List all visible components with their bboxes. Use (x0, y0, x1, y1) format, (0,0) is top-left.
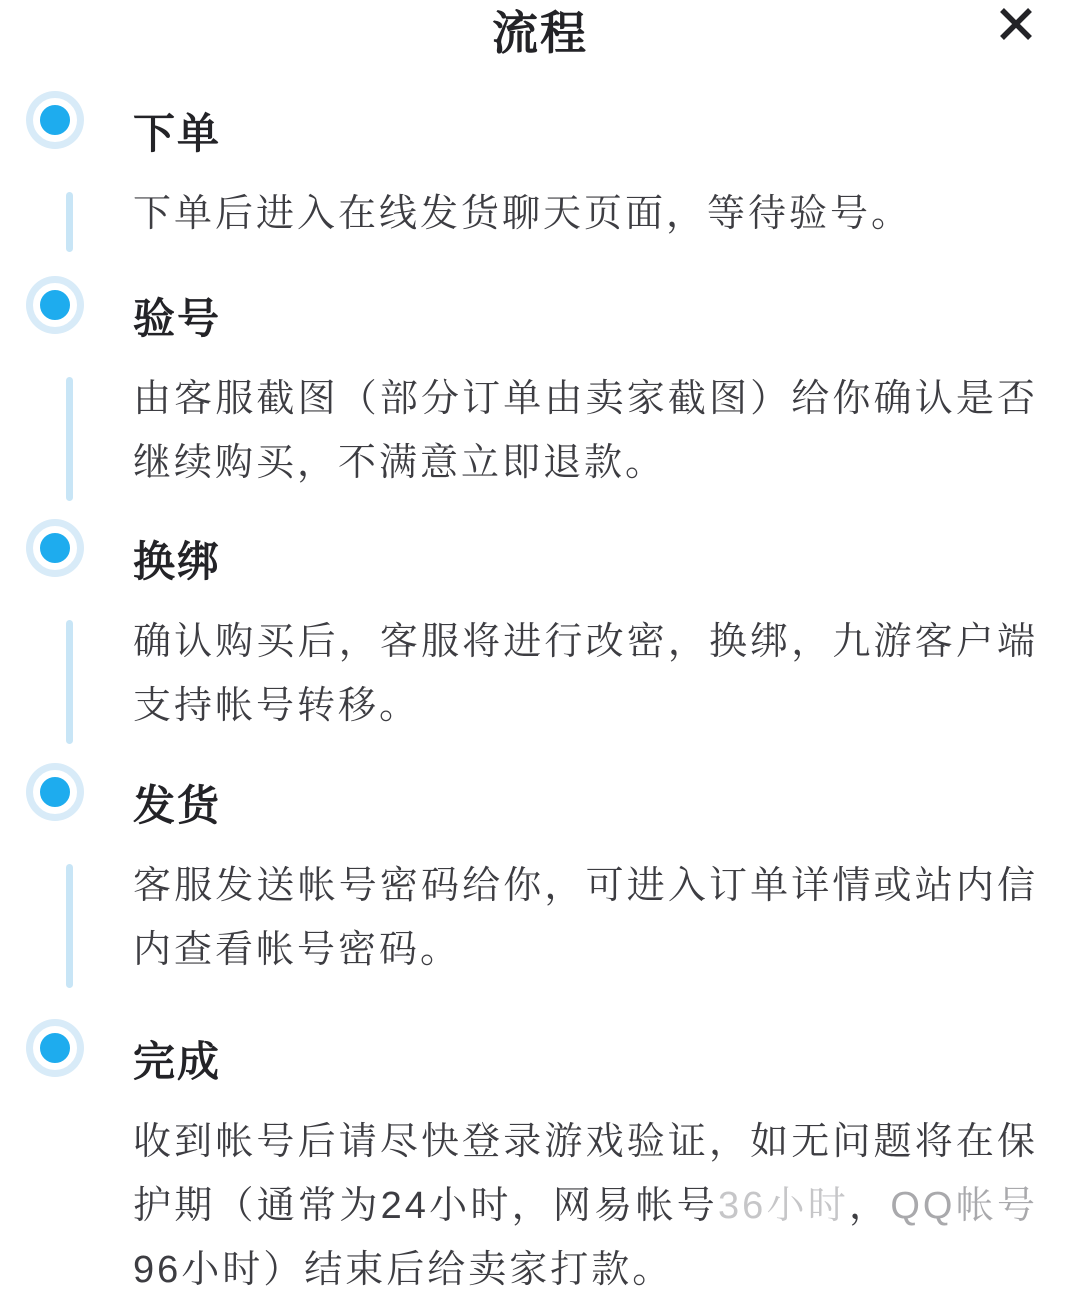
step-description-text: 收到帐号后请尽快登录游戏验证，如无问题将在保护期（通常为24小时，网易帐号 (133, 1121, 1038, 1227)
step-title: 验号 (133, 295, 222, 342)
step-connector-line (66, 620, 73, 744)
step-connector-line (66, 864, 73, 988)
step-item-complete (0, 1026, 1080, 1298)
step-description: 由客服截图（部分订单由卖家截图）给你确认是否继续购买，不满意立即退款。 (133, 378, 1038, 484)
step-description-text: ， (849, 1185, 891, 1227)
step-description-text: 96小时）结束后给卖家打款。 (133, 1249, 674, 1291)
step-description: 客服发送帐号密码给你，可进入订单详情或站内信内查看帐号密码。 (133, 865, 1038, 971)
step-bullet-icon (33, 770, 77, 814)
step-title: 下单 (133, 110, 222, 157)
step-item-place-order (0, 98, 1080, 246)
modal-header (0, 0, 1080, 64)
step-bullet-icon (33, 526, 77, 570)
step-description: 下单后进入在线发货聊天页面，等待验号。 (133, 193, 913, 235)
process-timeline (0, 98, 1080, 1298)
step-description: 确认购买后，客服将进行改密，换绑，九游客户端支持帐号转移。 (133, 621, 1038, 727)
step-bullet-icon (33, 283, 77, 327)
step-title: 完成 (133, 1038, 222, 1085)
step-bullet-icon (33, 1026, 77, 1070)
step-item-deliver (0, 770, 1080, 982)
step-title: 换绑 (133, 538, 222, 585)
watermark-faded-text: 36小时 (717, 1185, 850, 1227)
step-connector-line (66, 377, 73, 501)
step-description (133, 1110, 1038, 1298)
watermark-faded-text: QQ帐号 (890, 1185, 1038, 1227)
step-connector-line (66, 192, 73, 252)
close-icon (996, 4, 1036, 44)
step-item-verify-account (0, 283, 1080, 495)
step-bullet-icon (33, 98, 77, 142)
page-title: 流程 (492, 7, 588, 59)
step-title: 发货 (133, 782, 222, 829)
step-item-rebind (0, 526, 1080, 738)
close-button[interactable] (994, 2, 1038, 46)
